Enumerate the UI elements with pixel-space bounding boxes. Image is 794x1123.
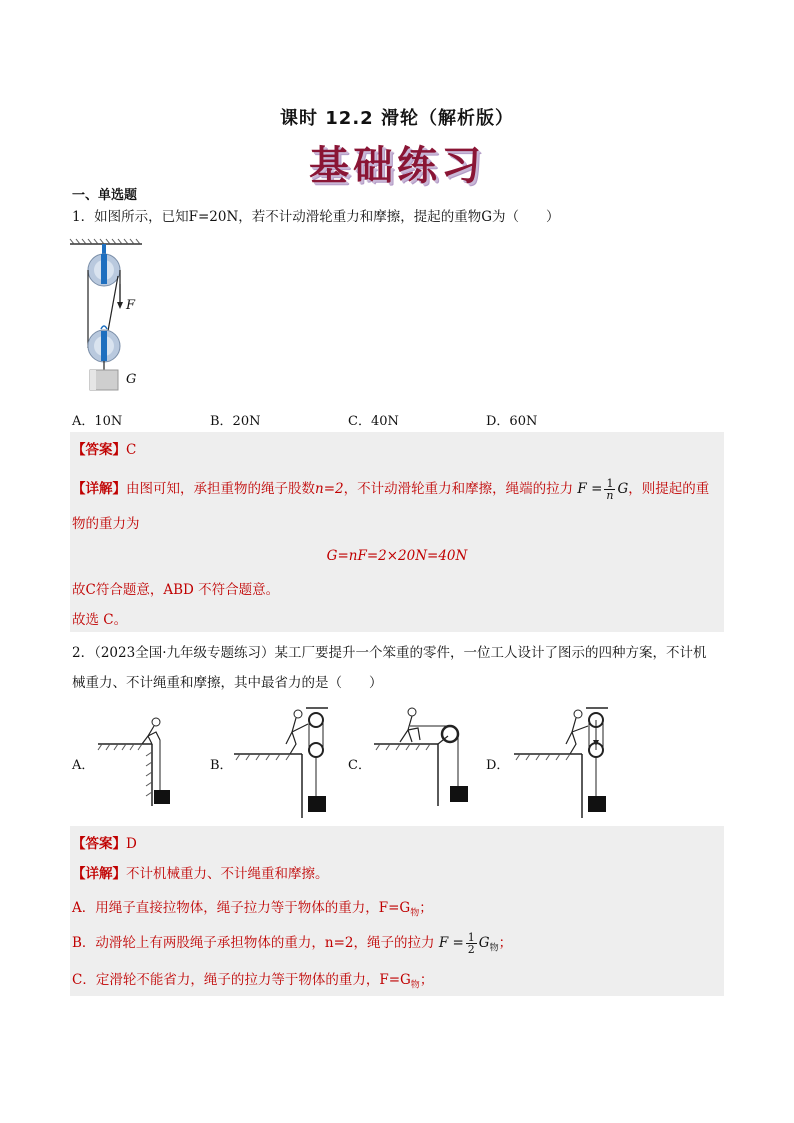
- option-d: D．60N: [486, 414, 538, 429]
- scheme-c-figure: [372, 704, 472, 808]
- option-a: A．10N: [72, 414, 123, 429]
- fig-letter-a: A．: [72, 758, 95, 773]
- option-b: B．20N: [210, 414, 261, 429]
- detail-2-a: A．用绳子直接拉物体，绳子拉力等于物体的重力，$F=G_物$；: [72, 900, 433, 919]
- question-1-stem: 1．如图所示，已知F=20N，若不计动滑轮重力和摩擦，提起的重物G为（ ）: [72, 209, 560, 225]
- force-label: F: [126, 298, 136, 313]
- scheme-d-figure: [512, 704, 612, 820]
- detail-1-line-1: 【详解】由图可知，承担重物的绳子股数n=2，不计动滑轮重力和摩擦，绳端的拉力 F = $\frac{1}{n}$ G，则提起的重: [72, 477, 710, 502]
- section-banner: 基础练习: [309, 143, 485, 189]
- detail-2-b: B．动滑轮上有两股绳子承担物体的重力，n=2，绳子的拉力 F = $\frac{1}{2}$ $G_物$；: [72, 931, 513, 956]
- choose-1: 故选 C。: [72, 612, 128, 628]
- option-c: C．40N: [348, 414, 399, 429]
- conclusion-1: 故C符合题意，ABD 不符合题意。: [72, 582, 280, 598]
- scheme-b-figure: [232, 704, 332, 820]
- question-2-stem-1: 2．（2023全国·九年级专题练习）某工厂要提升一个笨重的零件，一位工人设计了图示的四种方案，不计机: [72, 645, 707, 661]
- fig-letter-d: D．: [486, 758, 510, 773]
- detail-2-c: C．定滑轮不能省力，绳子的拉力等于物体的重力，$F=G_物$；: [72, 972, 434, 991]
- fig-letter-c: C．: [348, 758, 371, 773]
- detail-2-line: 【详解】不计机械重力、不计绳重和摩擦。: [72, 866, 329, 882]
- section-heading: 一、单选题: [72, 188, 138, 203]
- page-title: 课时 12.2 滑轮（解析版）: [280, 108, 514, 129]
- detail-1-line-2: 物的重力为: [72, 516, 140, 532]
- pulley-system-figure: [68, 236, 158, 396]
- formula-1: G=nF=2×20N=40N: [326, 548, 468, 564]
- answer-block-1: [70, 432, 724, 632]
- answer-1: 【答案】C: [72, 442, 137, 458]
- question-2-stem-2: 械重力、不计绳重和摩擦，其中最省力的是（ ）: [72, 675, 383, 691]
- weight-label: G: [126, 372, 137, 387]
- fig-letter-b: B．: [210, 758, 233, 773]
- scheme-a-figure: [96, 712, 182, 808]
- answer-2: 【答案】D: [72, 836, 137, 852]
